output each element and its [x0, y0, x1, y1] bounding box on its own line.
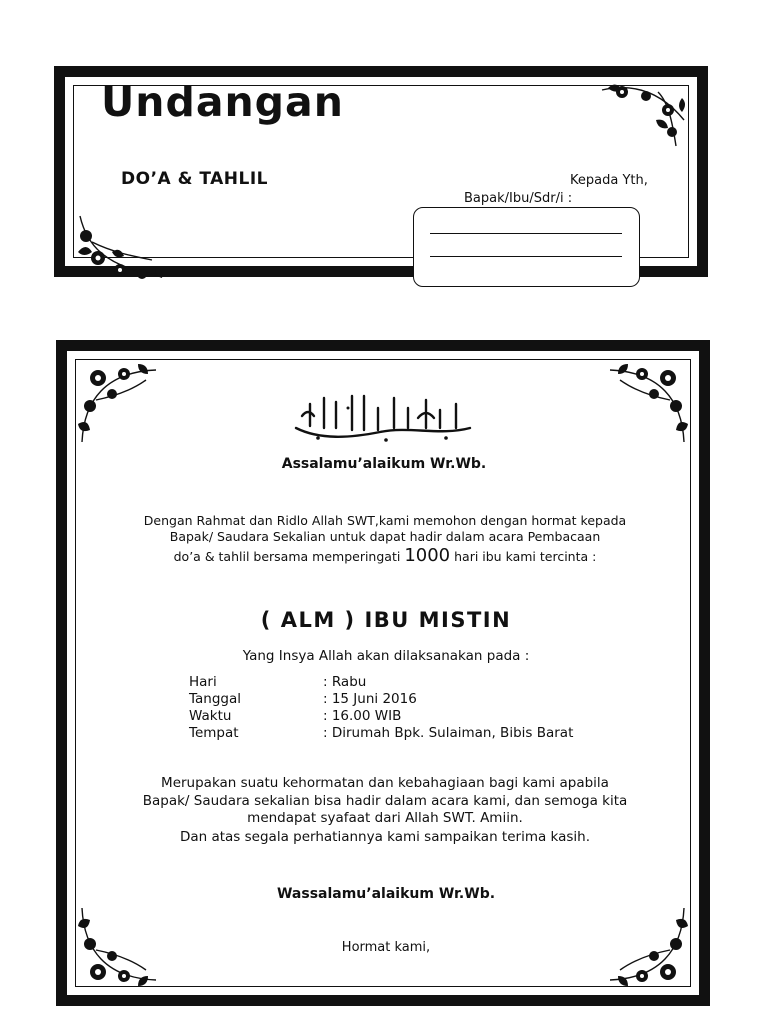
- closing-line: Merupakan suatu kehormatan dan kebahagiaan bagi kami apabila: [161, 775, 609, 791]
- schedule-intro: Yang Insya Allah akan dilaksanakan pada :: [242, 648, 530, 664]
- signoff: Hormat kami,: [341, 940, 431, 955]
- closing-line: Bapak/ Saudara sekalian bisa hadir dalam acara kami, dan semoga kita: [142, 792, 628, 809]
- intro-line: hari ibu kami tercinta :: [454, 549, 597, 564]
- intro-line: Dengan Rahmat dan Ridlo Allah SWT,kami memohon dengan hormat kepada: [143, 513, 627, 528]
- thanks-line: Dan atas segala perhatiannya kami sampaikan terima kasih.: [179, 829, 591, 845]
- intro-line: Bapak/ Saudara Sekalian untuk dapat hadir dalam acara Pembacaan: [169, 529, 601, 544]
- detail-value-time: : 16.00 WIB: [323, 708, 402, 724]
- farewell-salam: Wassalamu’alaikum Wr.Wb.: [276, 886, 496, 902]
- day-count: 1000: [404, 545, 451, 566]
- event-subtitle: DO’A & TAHLIL: [121, 169, 268, 189]
- greeting-salam: Assalamu’alaikum Wr.Wb.: [281, 456, 487, 472]
- recipient-label: Kepada Yth,: [570, 173, 648, 188]
- recipient-salutation: Bapak/Ibu/Sdr/i :: [464, 191, 573, 206]
- address-line: [430, 233, 622, 234]
- closing-line: mendapat syafaat dari Allah SWT. Amiin.: [247, 810, 523, 826]
- intro-line: do’a & tahlil bersama memperingati: [173, 549, 401, 564]
- invitation-title: Undangan: [101, 78, 344, 126]
- closing-paragraph: [100, 775, 670, 828]
- intro-occasion-line: [100, 545, 670, 566]
- floral-corner-ornament-icon: [76, 360, 158, 446]
- detail-value-date: : 15 Juni 2016: [323, 691, 417, 707]
- floral-corner-ornament-icon: [72, 212, 168, 288]
- detail-label-place: Tempat: [189, 725, 239, 741]
- floral-corner-ornament-icon: [598, 80, 690, 152]
- address-line: [430, 256, 622, 257]
- detail-label-day: Hari: [189, 674, 217, 690]
- detail-label-time: Waktu: [189, 708, 232, 724]
- recipient-address-box: [413, 207, 640, 287]
- invitation-intro: [100, 513, 670, 545]
- bismillah-calligraphy-icon: [290, 388, 476, 446]
- detail-label-date: Tanggal: [189, 691, 242, 707]
- detail-value-place: : Dirumah Bpk. Sulaiman, Bibis Barat: [323, 725, 574, 741]
- floral-corner-ornament-icon: [608, 360, 690, 446]
- detail-value-day: : Rabu: [323, 674, 367, 690]
- deceased-name: ( ALM ) IBU MISTIN: [260, 608, 512, 632]
